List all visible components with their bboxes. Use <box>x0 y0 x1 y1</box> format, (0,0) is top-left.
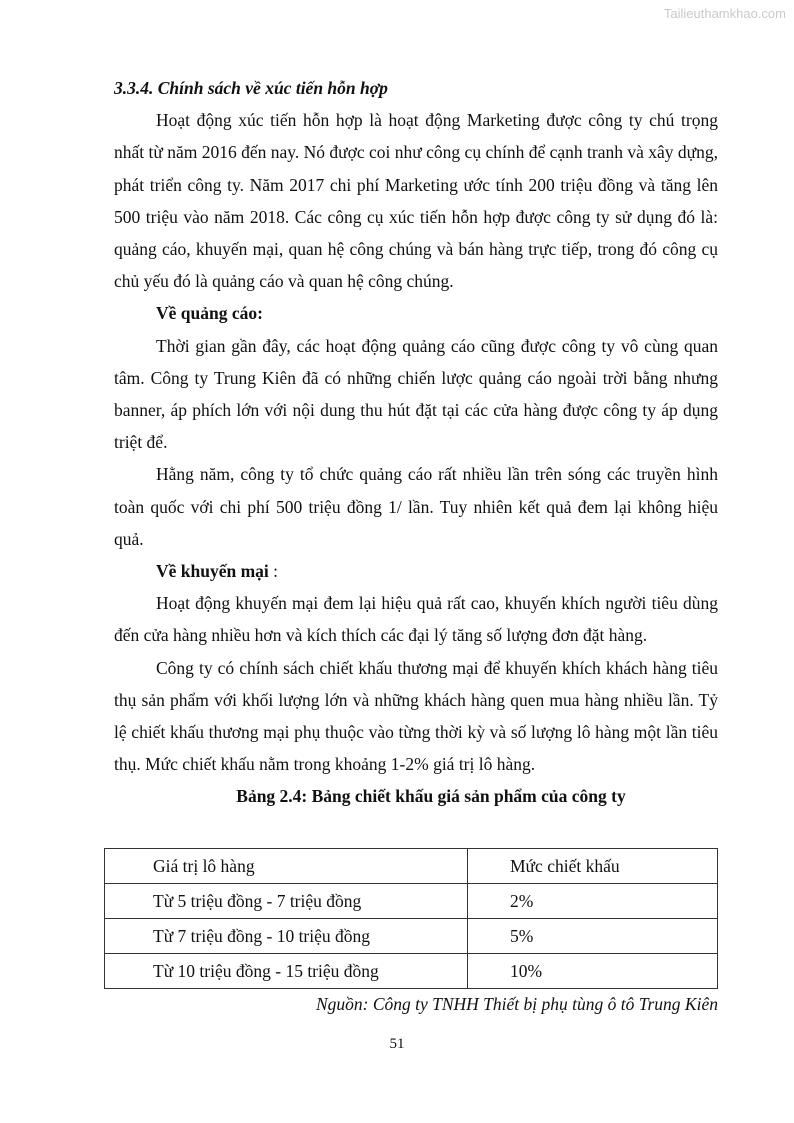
cell-lot-value: Từ 7 triệu đồng - 10 triệu đồng <box>105 919 468 954</box>
promotion-heading-suffix: : <box>268 561 279 582</box>
advertising-paragraph-1: Thời gian gần đây, các hoạt động quảng cáo cũng được công ty vô cùng quan tâm. Công ty Trung Kiên đã có những chiến lược quảng cáo ngoài trời bằng nhưng banner, áp phích lớn với nội dung thu hút đặt tại các cửa hàng được công ty áp dụng triệt để. <box>114 335 718 453</box>
table-title: Bảng 2.4: Bảng chiết khấu giá sản phẩm của công ty <box>236 786 626 807</box>
table-header-row <box>105 849 718 884</box>
header-cell-discount-rate: Mức chiết khấu <box>468 849 718 884</box>
cell-lot-value: Từ 5 triệu đồng - 7 triệu đồng <box>105 884 468 919</box>
intro-paragraph: Hoạt động xúc tiến hỗn hợp là hoạt động Marketing được công ty chú trọng nhất từ năm 2016 đến nay. Nó được coi như công cụ chính để cạnh tranh và xây dựng, phát triển công ty. Năm 2017 chi phí Marketing ước tính 200 triệu đồng và tăng lên 500 triệu vào năm 2018. Các công cụ xúc tiến hỗn hợp được công ty sử dụng đó là: quảng cáo, khuyến mại, quan hệ công chúng và bán hàng trực tiếp, trong đó công cụ chủ yếu đó là quảng cáo và quan hệ công chúng. <box>114 110 718 292</box>
table-row <box>105 919 718 954</box>
watermark: Tailieuthamkhao.com <box>663 6 786 21</box>
cell-discount-rate: 2% <box>468 884 718 919</box>
advertising-paragraph-2: Hằng năm, công ty tổ chức quảng cáo rất nhiều lần trên sóng các truyền hình toàn quốc với chi phí 500 triệu đồng 1/ lần. Tuy nhiên kết quả đem lại không hiệu quả. <box>114 464 718 549</box>
page-number: 51 <box>389 1036 405 1052</box>
cell-lot-value: Từ 10 triệu đồng - 15 triệu đồng <box>105 954 468 989</box>
document-body <box>114 72 718 813</box>
cell-discount-rate: 5% <box>468 919 718 954</box>
header-cell-lot-value: Giá trị lô hàng <box>105 849 468 884</box>
table-row <box>105 884 718 919</box>
cell-discount-rate: 10% <box>468 954 718 989</box>
table-row <box>105 954 718 989</box>
promotion-heading <box>114 555 718 587</box>
advertising-heading: Về quảng cáo: <box>156 303 263 324</box>
discount-table <box>104 848 718 989</box>
section-heading: 3.3.4. Chính sách về xúc tiến hỗn hợp <box>114 78 388 98</box>
promotion-paragraph-1: Hoạt động khuyến mại đem lại hiệu quả rất cao, khuyến khích người tiêu dùng đến cửa hàng nhiều hơn và kích thích các đại lý tăng số lượng đơn đặt hàng. <box>114 593 718 646</box>
promotion-heading-text: Về khuyến mại <box>156 561 269 582</box>
table-source: Nguồn: Công ty TNHH Thiết bị phụ tùng ô tô Trung Kiên <box>315 994 718 1014</box>
promotion-paragraph-2: Công ty có chính sách chiết khấu thương mại để khuyến khích khách hàng tiêu thụ sản phẩm với khối lượng lớn và những khách hàng quen mua hàng nhiều lần. Tỷ lệ chiết khấu thương mại phụ thuộc vào từng thời kỳ và số lượng lô hàng một lần tiêu thụ. Mức chiết khấu nằm trong khoảng 1-2% giá trị lô hàng. <box>114 657 718 775</box>
